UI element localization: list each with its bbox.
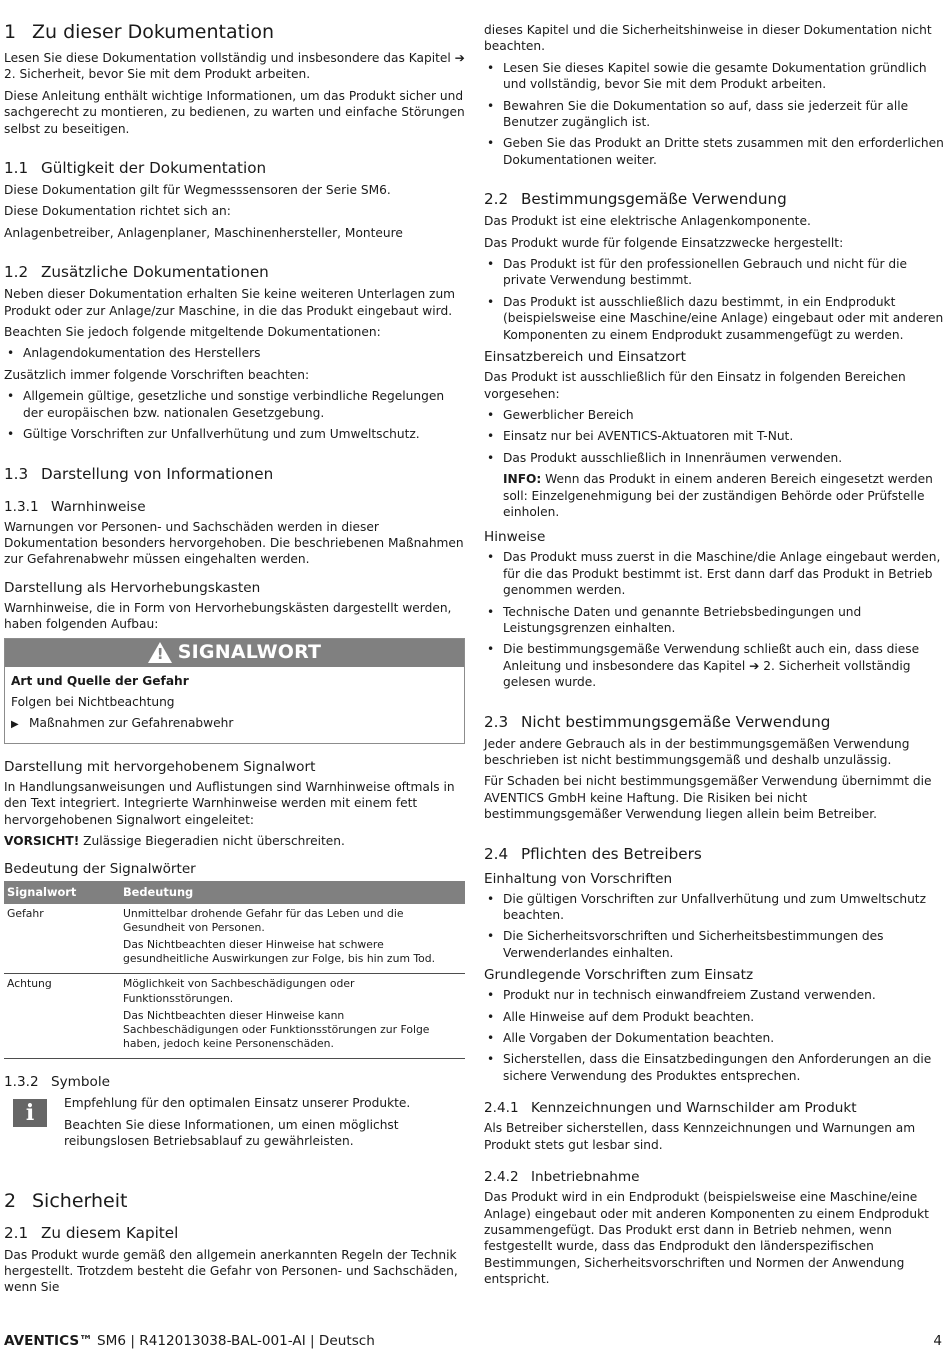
subheading-basic: Grundlegende Vorschriften zum Einsatz [484,967,754,984]
right-column [484,22,944,1293]
paragraph: Anlagenbetreiber, Anlagenplaner, Maschinenhersteller, Monteure [4,225,403,240]
table-row [4,974,465,1059]
paragraph: Diese Anleitung enthält wichtige Informationen, um das Produkt sicher und sachgerecht zu montieren, zu bedienen, zu warten und einfache Störungen selbst zu beseitigen. [4,88,465,136]
list-item: • Anlagendokumentation des Herstellers [4,345,465,361]
document-id: SM6 | R412013038-BAL-001-AI | Deutsch [92,1333,375,1349]
list-item: • Die bestimmungsgemäße Verwendung schließt auch ein, dass diese Anleitung und insbesondere das Kapitel ➔ 2. Sicherheit vollständig gelesen wurde. [484,641,944,690]
table-cell: Unmittelbar drohende Gefahr für das Leben und die Gesundheit von Personen. Das Nichtbeachten dieser Hinweise hat schwere gesundheitliche Auswirkungen zur Folge, bis hin zum Tod. [120,904,465,974]
heading-2-4-1: 2.4.1 Kennzeichnungen und Warnschilder am Produkt [484,1100,857,1117]
paragraph: Empfehlung für den optimalen Einsatz unserer Produkte. [64,1096,411,1111]
paragraph: Neben dieser Dokumentation erhalten Sie keine weiteren Unterlagen zum Produkt oder zur Anlage/zur Maschine, in die das Produkt eingebaut wird. [4,287,456,318]
hazard-measure: ▶ Maßnahmen zur Gefahrenabwehr [11,715,458,733]
list-item: • Die Sicherheitsvorschriften und Sicherheitsbestimmungen des Verwenderlandes einhalten. [484,928,944,961]
heading-1-1: 1.1 Gültigkeit der Dokumentation [4,159,267,178]
paragraph: Als Betreiber sicherstellen, dass Kennzeichnungen und Warnungen am Produkt stets gut lesbar sind. [484,1121,916,1152]
table-header: Bedeutung [120,881,465,903]
list-item: • Technische Daten und genannte Betriebsbedingungen und Leistungsgrenzen einhalten. [484,604,944,637]
info-icon: i [13,1099,47,1127]
list-item: • Geben Sie das Produkt an Dritte stets zusammen mit den erforderlichen Dokumentationen weiter. [484,135,944,168]
paragraph: Warnungen vor Personen- und Sachschäden werden in dieser Dokumentation besonders hervorgehoben. Die beschriebenen Maßnahmen zur Gefahrenabwehr müssen eingehalten werden. [4,519,464,567]
hazard-source: Art und Quelle der Gefahr [11,673,189,688]
triangle-right-icon: ▶ [11,719,19,731]
subheading-highlight-box: Darstellung als Hervorhebungskasten [4,579,261,596]
hazard-consequence: Folgen bei Nichtbeachtung [11,694,175,709]
paragraph: Zusätzlich immer folgende Vorschriften beachten: [4,367,310,382]
list-item: • Allgemein gültige, gesetzliche und sonstige verbindliche Regelungen der europäischen bzw. nationalen Gesetzgebung. [4,388,465,421]
subheading-area: Einsatzbereich und Einsatzort [484,349,686,366]
list-item: • Alle Vorgaben der Dokumentation beachten. [484,1030,944,1046]
table-row [4,904,465,974]
paragraph: Das Produkt ist eine elektrische Anlagenkomponente. [484,214,811,229]
heading-2-4: 2.4 Pflichten des Betreibers [484,844,702,863]
info-label: INFO: [503,472,542,487]
heading-1-3-1: 1.3.1 Warnhinweise [4,498,146,515]
paragraph: Für Schaden bei nicht bestimmungsgemäßer Verwendung übernimmt die AVENTICS GmbH keine Haftung. Die Risiken bei nicht bestimmungsgemäßer Verwendung liegen allein beim Betreiber. [484,774,932,822]
paragraph: Warnhinweise, die in Form von Hervorhebungskästen dargestellt werden, haben folgenden Aufbau: [4,600,452,632]
bullet-list [4,388,465,442]
table-cell: Achtung [4,974,120,1059]
paragraph: Das Produkt wurde gemäß den allgemein anerkannten Regeln der Technik hergestellt. Trotzdem besteht die Gefahr von Personen- und Sachschäden, wenn Sie [4,1247,458,1295]
list-item: • Die gültigen Vorschriften zur Unfallverhütung und zum Umweltschutz beachten. [484,891,944,924]
list-item: • Einsatz nur bei AVENTICS-Aktuatoren mit T-Nut. [484,428,944,444]
warning-triangle-icon: ! [148,642,172,663]
bullet-list [484,256,944,343]
signal-word-table [4,881,465,1059]
subheading-inline-signal: Darstellung mit hervorgehobenem Signalwort [4,758,316,775]
page-footer [4,1332,944,1350]
brand-name: AVENTICS™ [4,1333,93,1349]
paragraph: Beachten Sie diese Informationen, um einen möglichst reibungslosen Betriebsablauf zu gewährleisten. [64,1117,399,1149]
paragraph: Jeder andere Gebrauch als in der bestimmungsgemäßen Verwendung beschrieben ist nicht bestimmungsgemäß und deshalb unzulässig. [484,736,910,767]
list-item: • Sicherstellen, dass die Einsatzbedingungen den Anforderungen an die sichere Verwendung des Produktes entsprechen. [484,1051,944,1084]
heading-2: 2 Sicherheit [4,1189,128,1212]
paragraph: dieses Kapitel und die Sicherheitshinweise in dieser Dokumentation nicht beachten. [484,23,932,54]
heading-2-4-2: 2.4.2 Inbetriebnahme [484,1169,640,1186]
signal-word-inline: VORSICHT! [4,833,80,848]
bullet-list [484,549,944,690]
left-column [4,20,465,1301]
table-header-row [4,881,465,903]
list-item: • Gewerblicher Bereich [484,407,944,423]
info-box [4,1095,465,1154]
bullet-list [484,407,944,466]
table-header: Signalwort [4,881,120,903]
info-note: INFO: Wenn das Produkt in einem anderen Bereich eingesetzt werden soll: Einzelgenehmigung bei der zuständigen Behörde oder Prüfstelle einholen. [503,472,933,519]
warning-box-header [5,639,464,667]
heading-2-3: 2.3 Nicht bestimmungsgemäße Verwendung [484,712,831,731]
table-cell: Möglichkeit von Sachbeschädigungen oder Funktionsstörungen. Das Nichtbeachten dieser Hinweise kann Sachbeschädigungen oder Funktionsstörungen zur Folge haben, jedoch keine Personenschäden. [120,974,465,1059]
subheading-signal-meaning: Bedeutung der Signalwörter [4,861,196,878]
list-item: • Das Produkt ist für den professionellen Gebrauch und nicht für die private Verwendung bestimmt. [484,256,944,289]
list-item: • Gültige Vorschriften zur Unfallverhütung und zum Umweltschutz. [4,426,465,442]
subheading-notes: Hinweise [484,529,546,546]
heading-2-1: 2.1 Zu diesem Kapitel [4,1223,179,1242]
list-item: • Das Produkt ausschließlich in Innenräumen verwenden. [484,450,944,466]
list-item: • Lesen Sie dieses Kapitel sowie die gesamte Dokumentation gründlich und vollständig, bevor Sie mit dem Produkt arbeiten. [484,60,944,93]
warning-box-body [5,667,464,743]
list-item: • Alle Hinweise auf dem Produkt beachten. [484,1009,944,1025]
paragraph: In Handlungsanweisungen und Auflistungen sind Warnhinweise oftmals in den Text integriert. Integrierte Warnhinweise werden mit einem fett hervorgehobenen Signalwort eingeleitet: [4,779,455,827]
paragraph: Diese Dokumentation gilt für Wegmesssensoren der Serie SM6. [4,183,391,198]
paragraph: Das Produkt wird in ein Endprodukt (beispielsweise eine Maschine/eine Anlage) eingebaut oder mit anderen Komponenten zu einem Endprodukt zusammengefügt. Das Produkt erst dann in Betrieb nehmen, wenn festgestellt wurde, dass das Endprodukt den länderspezifischen Bestimmungen, Sicherheitsvorschriften und Normen der Anwendung entspricht. [484,1190,929,1287]
heading-1: 1 Zu dieser Dokumentation [4,21,275,43]
bullet-list [4,345,465,361]
paragraph: Das Produkt ist ausschließlich für den Einsatz in folgenden Bereichen vorgesehen: [484,370,906,401]
paragraph: Beachten Sie jedoch folgende mitgeltende Dokumentationen: [4,325,381,340]
heading-2-2: 2.2 Bestimmungsgemäße Verwendung [484,190,787,209]
heading-1-2: 1.2 Zusätzliche Dokumentationen [4,263,269,282]
paragraph: Diese Dokumentation richtet sich an: [4,204,231,219]
page-number: 4 [933,1333,942,1349]
list-item: • Bewahren Sie die Dokumentation so auf, dass sie jederzeit für alle Benutzer zugänglich ist. [484,98,944,131]
table-cell: Gefahr [4,904,120,974]
paragraph: Lesen Sie diese Dokumentation vollständig und insbesondere das Kapitel ➔ 2. Sicherheit, bevor Sie mit dem Produkt arbeiten. [4,51,465,82]
list-item: • Produkt nur in technisch einwandfreiem Zustand verwenden. [484,987,944,1003]
bullet-list [484,60,944,168]
list-item: • Das Produkt ist ausschließlich dazu bestimmt, in ein Endprodukt (beispielsweise eine Maschine/eine Anlage) eingebaut oder mit anderen Komponenten zu einem Endprodukt zusammengefügt zu werden. [484,294,944,343]
subheading-comply: Einhaltung von Vorschriften [484,870,673,887]
bullet-list [484,987,944,1084]
list-item: • Das Produkt muss zuerst in die Maschine/die Anlage eingebaut werden, für die das Produkt bestimmt ist. Erst dann darf das Produkt in Betrieb genommen werden. [484,549,944,598]
warning-box [4,638,465,744]
paragraph: Das Produkt wurde für folgende Einsatzzwecke hergestellt: [484,235,844,250]
bullet-list [484,891,944,962]
heading-1-3-2: 1.3.2 Symbole [4,1074,111,1091]
heading-1-3: 1.3 Darstellung von Informationen [4,464,274,483]
paragraph: VORSICHT! Zulässige Biegeradien nicht überschreiten. [4,833,345,848]
signal-word: SIGNALWORT [177,641,322,664]
